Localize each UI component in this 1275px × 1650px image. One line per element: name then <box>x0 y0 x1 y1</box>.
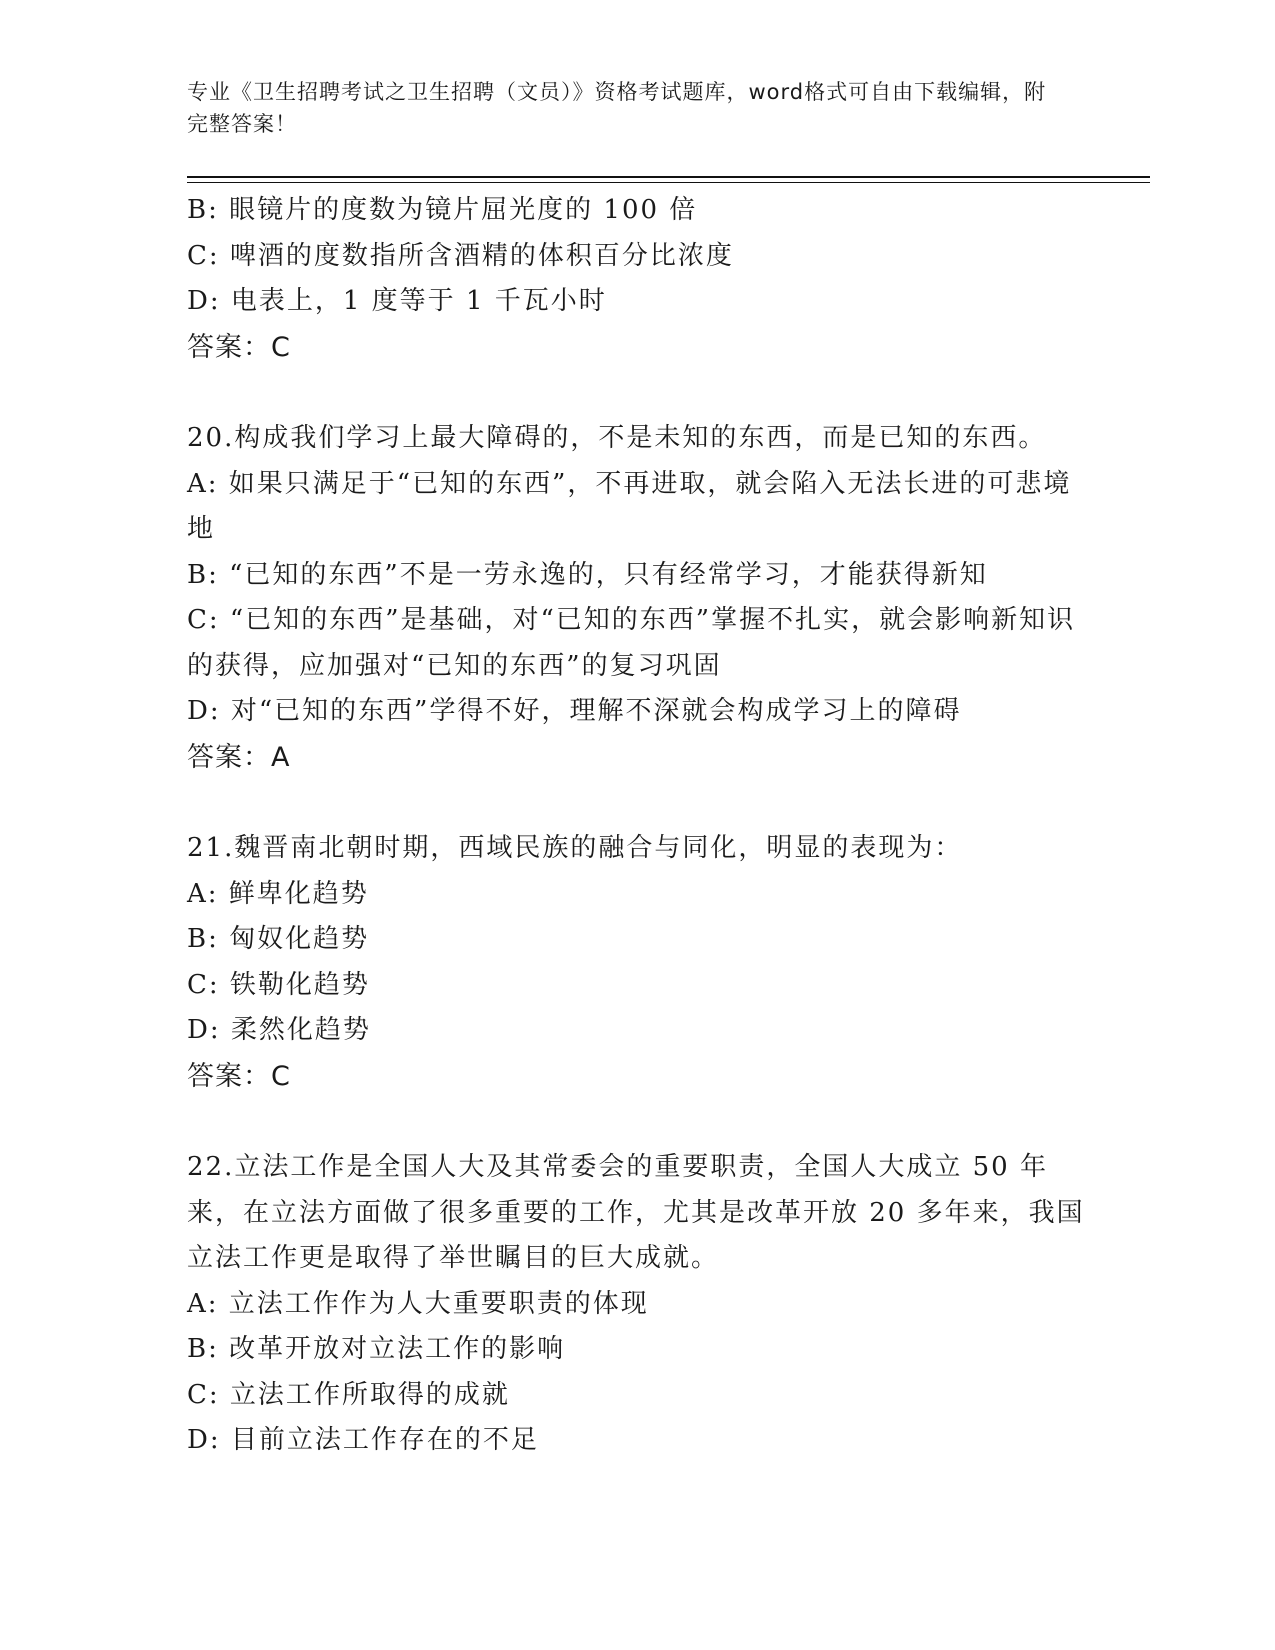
question-22 <box>187 1145 1087 1464</box>
question-text: 21.魏晋南北朝时期，西域民族的融合与同化，明显的表现为： <box>187 833 963 863</box>
spacer <box>187 370 1087 416</box>
option-c: C: 铁勒化趋势 <box>187 969 370 1000</box>
page-header: 专业《卫生招聘考试之卫生招聘（文员）》资格考试题库，word格式可自由下载编辑，附完整答案！ <box>187 80 1047 136</box>
question-text: 22.立法工作是全国人大及其常委会的重要职责，全国人大成立 50 年来，在立法方面做了很多重要的工作，尤其是改革开放 20 多年来，我国立法工作更是取得了举世瞩目的巨大成就。 <box>187 1152 1085 1273</box>
option-c: C: 啤酒的度数指所含酒精的体积百分比浓度 <box>187 240 734 271</box>
spacer <box>187 1099 1087 1145</box>
answer: 答案：A <box>187 741 291 773</box>
option-d: D: 对“已知的东西”学得不好，理解不深就会构成学习上的障碍 <box>187 696 962 726</box>
option-d: D: 柔然化趋势 <box>187 1015 371 1045</box>
answer: 答案：C <box>187 1060 291 1092</box>
option-c: C: 立法工作所取得的成就 <box>187 1379 510 1410</box>
header-rule-thick <box>187 176 1150 178</box>
question-text: 20.构成我们学习上最大障碍的，不是未知的东西，而是已知的东西。 <box>187 423 1047 453</box>
header-rule-thin <box>187 182 1150 183</box>
option-b: B: “已知的东西”不是一劳永逸的，只有经常学习，才能获得新知 <box>187 559 988 590</box>
answer: 答案：C <box>187 331 291 363</box>
spacer <box>187 780 1087 826</box>
option-a: A: 立法工作作为人大重要职责的体现 <box>187 1288 649 1319</box>
question-21 <box>187 826 1087 1099</box>
question-20 <box>187 416 1087 780</box>
option-b: B: 匈奴化趋势 <box>187 924 370 954</box>
option-b: B: 眼镜片的度数为镜片屈光度的 100 倍 <box>187 195 698 225</box>
question-content <box>187 188 1087 1464</box>
option-d: D: 电表上，1 度等于 1 千瓦小时 <box>187 286 607 316</box>
question-19-continuation <box>187 188 1087 370</box>
option-a: A: 如果只满足于“已知的东西”，不再进取，就会陷入无法长进的可悲境地 <box>187 468 1072 544</box>
option-a: A: 鲜卑化趋势 <box>187 878 369 909</box>
option-b: B: 改革开放对立法工作的影响 <box>187 1334 566 1364</box>
option-c: C: “已知的东西”是基础，对“已知的东西”掌握不扎实，就会影响新知识的获得，应加强对“已知的东西”的复习巩固 <box>187 605 1076 681</box>
option-d: D: 目前立法工作存在的不足 <box>187 1425 539 1455</box>
